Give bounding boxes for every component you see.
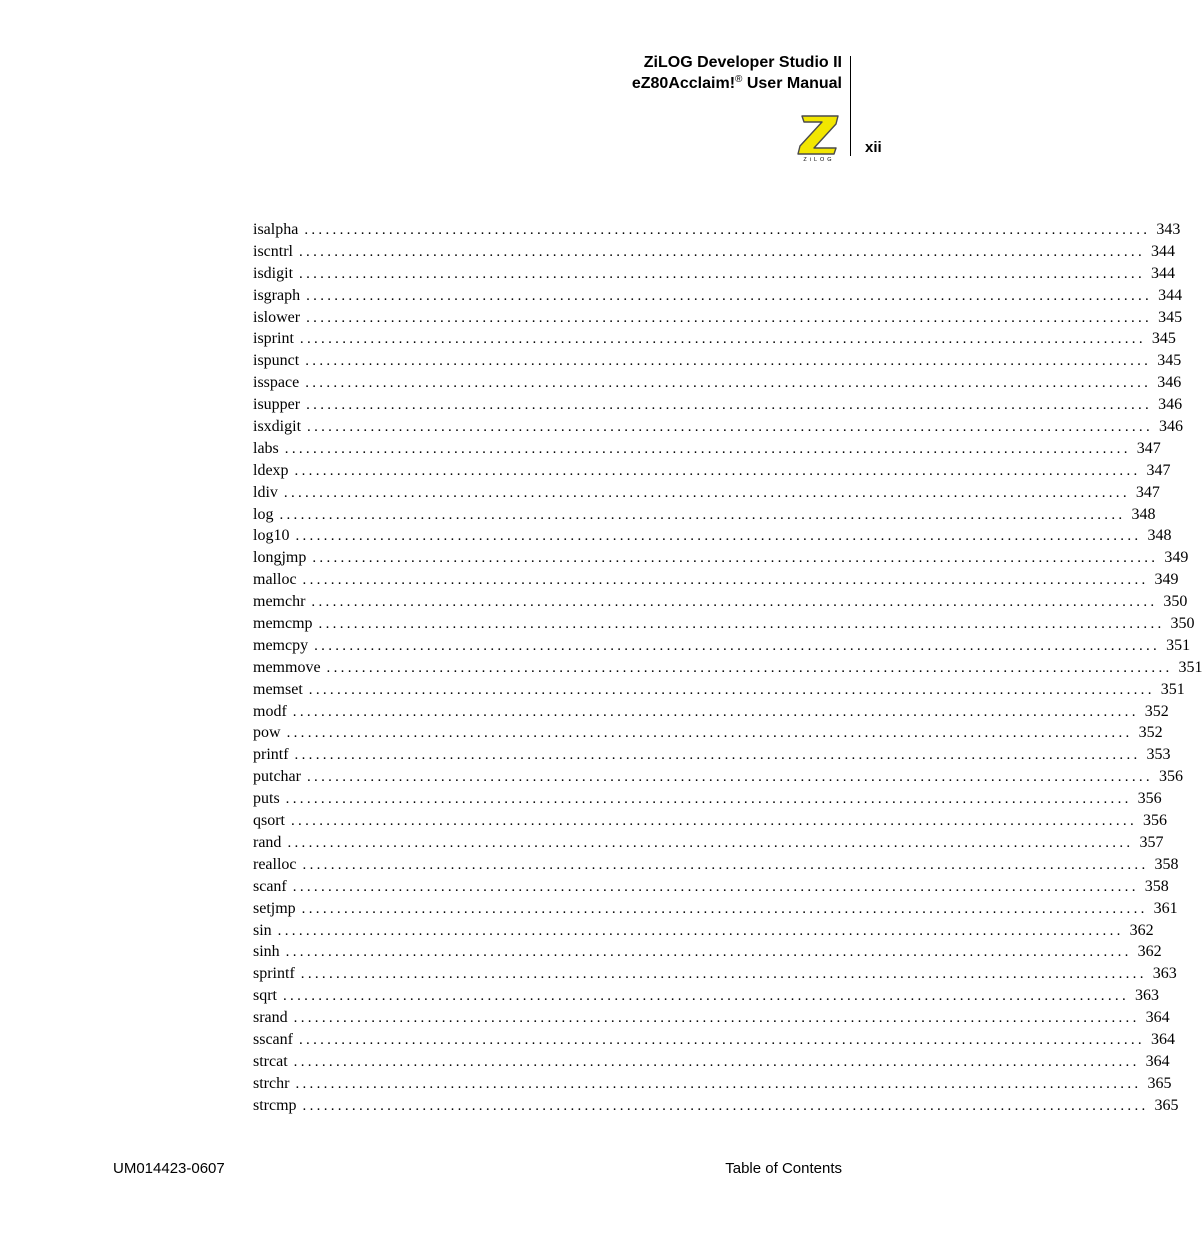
toc-entry [253,350,1182,372]
toc-entry-name: realloc [253,855,297,873]
zilog-logo-icon [796,112,842,162]
toc-entry [253,766,1183,788]
toc-entry-page: 350 [1170,615,1195,633]
toc-entry [253,722,1163,744]
toc-entry [253,1073,1172,1095]
toc-entry-name: pow [253,724,281,742]
toc-entry-name: memcmp [253,615,313,633]
zilog-logo-z-shape [798,116,838,154]
toc-entry-name: memmove [253,658,321,676]
toc-entry-page: 345 [1151,330,1176,348]
toc-entry [253,504,1156,526]
toc-entry [253,941,1162,963]
toc-entry-name: iscntrl [253,242,293,260]
toc-entry-page: 344 [1158,286,1183,304]
header-title: ZiLOG Developer Studio II [643,54,842,71]
toc-leader-dots: ........................................................................................................................ [308,681,1155,698]
toc-entry-page: 358 [1144,877,1169,895]
toc-entry [253,898,1178,920]
toc-leader-dots: ........................................................................................................................ [284,440,1131,457]
toc-entry [253,1007,1170,1029]
toc-entry-name: puts [253,790,280,808]
toc-leader-dots: ........................................................................................................................ [286,725,1133,742]
toc-entry [253,1029,1175,1051]
toc-entry-name: memchr [253,593,306,611]
toc-entry-name: ispunct [253,352,300,370]
registered-mark: ® [735,74,743,85]
toc-entry-page: 356 [1137,790,1162,808]
footer-doc-id: UM014423-0607 [113,1160,225,1177]
toc-entry-page: 343 [1156,221,1181,238]
toc-entry [253,810,1167,832]
toc-entry [253,416,1184,438]
document-header [632,52,842,94]
toc-entry-page: 347 [1136,439,1161,457]
toc-entry [253,219,1181,241]
toc-leader-dots: ........................................................................................................................ [293,1053,1140,1070]
toc-entry-name: ldexp [253,461,289,479]
toc-entry [253,438,1161,460]
toc-entry [253,701,1169,723]
toc-entry [253,591,1188,613]
toc-entry-page: 356 [1143,812,1167,830]
toc-leader-dots: ........................................................................................................................ [285,944,1132,961]
toc-leader-dots: ........................................................................................................................ [305,375,1152,392]
toc-entry [253,547,1189,569]
toc-entry [253,876,1169,898]
toc-leader-dots: ........................................................................................................................ [305,353,1152,370]
toc-entry-page: 347 [1146,461,1171,479]
toc-entry-name: sscanf [253,1030,293,1048]
toc-entry [253,1051,1170,1073]
toc-entry-name: sqrt [253,987,277,1005]
toc-entry-page: 362 [1129,921,1154,939]
toc-leader-dots: ........................................................................................................................ [302,572,1149,589]
toc-entry-name: isupper [253,396,301,414]
toc-leader-dots: ........................................................................................................................ [306,287,1153,304]
toc-entry-page: 351 [1160,680,1185,698]
toc-entry-name: modf [253,702,287,720]
toc-entry-name: isprint [253,330,294,348]
toc-entry-page: 352 [1138,724,1163,742]
toc-entry-page: 345 [1158,308,1183,326]
toc-leader-dots: ........................................................................................................................ [307,419,1154,436]
toc-entry-page: 365 [1147,1074,1172,1092]
toc-leader-dots: ........................................................................................................................ [312,550,1159,567]
toc-leader-dots: ........................................................................................................................ [318,616,1165,633]
toc-entry [253,1095,1179,1117]
toc-entry-page: 346 [1158,396,1183,414]
toc-entry [253,241,1175,263]
table-of-contents [253,219,1203,1117]
toc-entry-page: 357 [1139,833,1164,851]
toc-entry-name: isalpha [253,221,299,238]
toc-leader-dots: ........................................................................................................................ [291,813,1137,830]
toc-entry [253,328,1176,350]
toc-leader-dots: ........................................................................................................................ [287,834,1134,851]
toc-entry-name: sin [253,921,272,939]
toc-leader-dots: ........................................................................................................................ [304,222,1151,238]
toc-entry-name: strcat [253,1052,288,1070]
toc-entry-page: 348 [1147,527,1172,545]
toc-entry [253,482,1160,504]
toc-entry-page: 364 [1145,1009,1170,1027]
toc-entry-page: 349 [1154,571,1179,589]
toc-entry [253,657,1203,679]
toc-entry [253,460,1171,482]
toc-entry-name: longjmp [253,549,307,567]
toc-entry [253,920,1154,942]
toc-entry-page: 353 [1146,746,1171,764]
toc-entry-name: labs [253,439,279,457]
toc-entry-name: rand [253,833,282,851]
toc-entry [253,985,1159,1007]
toc-entry-page: 346 [1157,374,1182,392]
toc-entry [253,569,1179,591]
toc-leader-dots: ........................................................................................................................ [326,659,1173,676]
toc-leader-dots: ........................................................................................................................ [302,1097,1149,1114]
zilog-logo-text: ZiLOG [803,157,835,163]
toc-leader-dots: ........................................................................................................................ [302,856,1149,873]
toc-leader-dots: ........................................................................................................................ [295,528,1142,545]
toc-entry-page: 351 [1166,636,1191,654]
header-divider [850,56,851,156]
toc-entry [253,832,1164,854]
toc-leader-dots: ........................................................................................................................ [314,637,1161,654]
toc-entry-name: strcmp [253,1096,297,1114]
toc-leader-dots: ........................................................................................................................ [306,397,1153,414]
toc-leader-dots: ........................................................................................................................ [299,243,1145,260]
toc-leader-dots: ........................................................................................................................ [301,900,1148,917]
toc-entry-name: printf [253,746,289,764]
toc-entry-page: 363 [1135,987,1159,1005]
toc-entry-page: 361 [1153,899,1178,917]
toc-entry [253,679,1185,701]
toc-entry-name: isdigit [253,264,294,282]
toc-entry-name: memset [253,680,303,698]
toc-leader-dots: ........................................................................................................................ [299,265,1146,282]
toc-leader-dots: ........................................................................................................................ [292,878,1139,895]
toc-entry-name: scanf [253,877,287,895]
toc-leader-dots: ........................................................................................................................ [279,506,1126,523]
toc-entry-name: srand [253,1009,288,1027]
toc-entry [253,963,1177,985]
toc-entry-page: 349 [1164,549,1189,567]
toc-leader-dots: ........................................................................................................................ [306,769,1153,786]
toc-entry-name: sprintf [253,965,295,983]
header-manual: User Manual [742,75,842,92]
toc-entry-page: 364 [1150,1030,1175,1048]
toc-entry-name: isspace [253,374,300,392]
toc-leader-dots: ........................................................................................................................ [298,1031,1145,1048]
toc-leader-dots: ........................................................................................................................ [293,1010,1140,1027]
toc-entry [253,788,1162,810]
toc-entry-page: 345 [1157,352,1182,370]
toc-entry-name: isgraph [253,286,301,304]
toc-entry [253,394,1183,416]
toc-entry [253,744,1171,766]
header-product: eZ80Acclaim! [631,75,736,92]
toc-leader-dots: ........................................................................................................................ [292,703,1139,720]
toc-entry-name: malloc [253,571,297,589]
toc-entry-name: sinh [253,943,280,961]
toc-entry-page: 364 [1145,1052,1170,1070]
toc-entry-name: log10 [253,527,290,545]
toc-entry-page: 350 [1163,593,1188,611]
toc-leader-dots: ........................................................................................................................ [277,922,1124,939]
toc-entry [253,854,1179,876]
toc-entry-page: 351 [1178,658,1203,676]
toc-entry-page: 363 [1152,965,1177,983]
toc-entry-name: setjmp [253,899,296,917]
toc-entry-name: qsort [253,812,285,830]
toc-entry [253,263,1176,285]
toc-entry-name: strchr [253,1074,290,1092]
toc-leader-dots: ........................................................................................................................ [306,309,1153,326]
toc-leader-dots: ........................................................................................................................ [283,988,1129,1005]
toc-leader-dots: ........................................................................................................................ [283,484,1130,501]
toc-entry-page: 344 [1151,242,1175,260]
toc-entry-name: putchar [253,768,301,786]
toc-entry-page: 344 [1151,264,1176,282]
toc-leader-dots: ........................................................................................................................ [300,966,1147,983]
toc-entry-name: log [253,505,274,523]
toc-entry [253,285,1183,307]
toc-leader-dots: ........................................................................................................................ [299,331,1146,348]
toc-entry [253,525,1172,547]
toc-entry-page: 352 [1144,702,1169,720]
toc-leader-dots: ........................................................................................................................ [295,1075,1142,1092]
toc-leader-dots: ........................................................................................................................ [311,594,1158,611]
toc-entry-page: 356 [1158,768,1183,786]
toc-entry-name: isxdigit [253,418,302,436]
toc-entry [253,307,1183,329]
toc-leader-dots: ........................................................................................................................ [294,462,1141,479]
header-subtitle [632,73,842,94]
toc-entry-page: 365 [1154,1096,1179,1114]
toc-leader-dots: ........................................................................................................................ [294,747,1141,764]
toc-entry-page: 362 [1137,943,1162,961]
toc-entry [253,372,1182,394]
toc-entry-name: memcpy [253,636,309,654]
toc-entry-name: islower [253,308,301,326]
toc-entry [253,635,1191,657]
toc-entry-page: 347 [1135,483,1160,501]
toc-entry [253,613,1195,635]
page-number: xii [865,139,882,156]
toc-entry-page: 348 [1131,505,1156,523]
toc-leader-dots: ........................................................................................................................ [285,791,1132,808]
toc-entry-name: ldiv [253,483,278,501]
footer-section: Table of Contents [725,1160,842,1177]
toc-entry-page: 358 [1154,855,1179,873]
toc-entry-page: 346 [1159,418,1184,436]
